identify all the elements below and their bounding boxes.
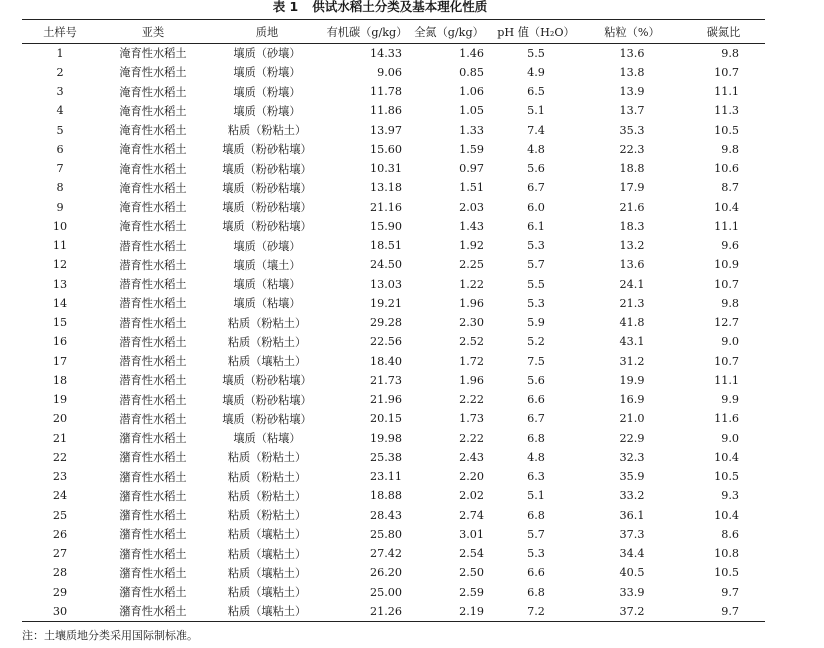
cell-organic-carbon: 21.16: [369, 200, 402, 214]
cell-sample-no: 9: [56, 200, 64, 214]
cell-organic-carbon: 10.31: [369, 162, 402, 176]
cell-subclass: 潴育性水稻土: [119, 509, 187, 523]
cell-texture: 壤质（粉砂粘壤）: [222, 393, 312, 407]
cell-total-nitrogen: 2.25: [459, 258, 484, 272]
cell-texture: 粘质（壤粘土）: [227, 528, 307, 542]
table-footnote: 注：土壤质地分类采用国际制标准。: [22, 629, 198, 642]
table-row: [22, 236, 765, 255]
cell-organic-carbon: 15.90: [369, 219, 402, 233]
cell-texture: 粘质（壤粘土）: [208, 602, 326, 621]
cell-texture: 粘质（壤粘土）: [227, 547, 307, 561]
cell-cn-ratio: 9.7: [682, 602, 765, 621]
table-row: [22, 101, 765, 120]
cell-total-nitrogen: 2.02: [459, 489, 484, 503]
col-header-clay: 粘粒（%）: [582, 20, 682, 44]
cell-texture: 粘质（壤粘土）: [227, 355, 307, 369]
cell-clay: 13.7: [619, 104, 645, 118]
table-row: [22, 63, 765, 82]
table-row: [22, 583, 765, 602]
cell-texture: 壤质（粘壤）: [233, 278, 301, 292]
cell-total-nitrogen: 2.54: [459, 547, 484, 561]
cell-texture: 粘质（粉粘土）: [227, 124, 307, 138]
cell-sample-no: 18: [52, 373, 68, 387]
cell-texture: 壤质（粉砂粘壤）: [222, 374, 312, 388]
cell-clay: 41.8: [619, 316, 645, 330]
cell-sample-no: 26: [52, 527, 68, 541]
cell-organic-carbon: 21.96: [369, 393, 402, 407]
cell-organic-carbon: 21.26: [326, 602, 408, 621]
table-row: [22, 448, 765, 467]
cell-subclass: 淹育性水稻土: [119, 104, 187, 118]
cell-texture: 粘质（壤粘土）: [227, 586, 307, 600]
cell-cn-ratio: 8.6: [721, 527, 739, 541]
col-header-texture: 质地: [208, 20, 326, 44]
cell-subclass: 潴育性水稻土: [119, 451, 187, 465]
cell-clay: 21.0: [619, 412, 645, 426]
cell-cn-ratio: 10.9: [714, 258, 739, 272]
cell-total-nitrogen: 2.19: [408, 602, 490, 621]
cell-cn-ratio: 9.3: [721, 489, 739, 503]
cell-clay: 21.3: [619, 296, 645, 310]
cell-texture: 壤质（砂壤）: [233, 239, 301, 253]
cell-subclass: 潜育性水稻土: [119, 393, 187, 407]
cell-subclass: 潴育性水稻土: [119, 566, 187, 580]
cell-ph: 6.1: [527, 219, 545, 233]
cell-sample-no: 16: [52, 335, 68, 349]
cell-clay: 31.2: [619, 354, 645, 368]
cell-texture: 壤质（粉壤）: [233, 85, 301, 99]
cell-cn-ratio: 11.6: [714, 412, 739, 426]
cell-subclass: 潜育性水稻土: [119, 278, 187, 292]
cell-organic-carbon: 25.80: [369, 527, 402, 541]
cell-subclass: 淹育性水稻土: [119, 162, 187, 176]
cell-organic-carbon: 24.50: [369, 258, 402, 272]
cell-cn-ratio: 8.7: [721, 181, 739, 195]
cell-clay: 43.1: [619, 335, 645, 349]
cell-cn-ratio: 11.1: [714, 373, 739, 387]
table-row: [22, 217, 765, 236]
cell-subclass: 淹育性水稻土: [119, 85, 187, 99]
cell-subclass: 淹育性水稻土: [119, 47, 187, 61]
cell-cn-ratio: 12.7: [714, 316, 739, 330]
cell-sample-no: 15: [52, 316, 68, 330]
cell-clay: 37.2: [582, 602, 682, 621]
cell-ph: 6.0: [527, 200, 545, 214]
cell-sample-no: 23: [52, 470, 68, 484]
cell-clay: 35.9: [619, 470, 645, 484]
cell-subclass: 淹育性水稻土: [119, 181, 187, 195]
cell-ph: 5.6: [527, 162, 545, 176]
cell-ph: 5.1: [527, 489, 545, 503]
cell-cn-ratio: 10.5: [714, 566, 739, 580]
table-row: [22, 82, 765, 101]
cell-clay: 18.8: [619, 162, 645, 176]
cell-subclass: 潜育性水稻土: [119, 316, 187, 330]
cell-subclass: 潴育性水稻土: [98, 602, 208, 621]
cell-organic-carbon: 13.03: [369, 277, 402, 291]
cell-ph: 5.2: [527, 335, 545, 349]
cell-ph: 6.6: [527, 393, 545, 407]
cell-cn-ratio: 10.6: [714, 162, 739, 176]
cell-total-nitrogen: 0.97: [459, 162, 484, 176]
col-header-sample-no: 土样号: [22, 20, 98, 44]
cell-sample-no: 7: [56, 162, 64, 176]
cell-texture: 壤质（壤土）: [233, 258, 301, 272]
cell-total-nitrogen: 2.59: [459, 585, 484, 599]
table-caption: [0, 0, 760, 14]
cell-clay: 13.6: [619, 46, 645, 60]
cell-clay: 22.9: [619, 431, 645, 445]
cell-sample-no: 17: [52, 354, 68, 368]
cell-ph: 5.1: [527, 104, 545, 118]
cell-ph: 6.7: [527, 181, 545, 195]
cell-sample-no: 6: [56, 142, 64, 156]
cell-clay: 18.3: [619, 219, 645, 233]
cell-subclass: 潜育性水稻土: [119, 374, 187, 388]
cell-cn-ratio: 10.5: [714, 470, 739, 484]
cell-texture: 壤质（砂壤）: [233, 47, 301, 61]
cell-cn-ratio: 11.1: [714, 85, 739, 99]
cell-cn-ratio: 10.4: [714, 508, 739, 522]
cell-organic-carbon: 15.60: [369, 142, 402, 156]
cell-texture: 壤质（粉砂粘壤）: [222, 220, 312, 234]
table-row: [22, 198, 765, 217]
cell-cn-ratio: 11.1: [714, 219, 739, 233]
cell-clay: 35.3: [619, 123, 645, 137]
cell-total-nitrogen: 0.85: [459, 65, 484, 79]
soil-properties-table: [22, 19, 765, 622]
table-row: [22, 544, 765, 563]
cell-texture: 壤质（粉砂粘壤）: [222, 143, 312, 157]
cell-organic-carbon: 27.42: [369, 547, 402, 561]
cell-total-nitrogen: 1.59: [459, 142, 484, 156]
cell-subclass: 潜育性水稻土: [119, 355, 187, 369]
cell-cn-ratio: 9.0: [721, 335, 739, 349]
cell-ph: 6.8: [527, 585, 545, 599]
cell-ph: 4.8: [527, 450, 545, 464]
cell-ph: 6.7: [527, 412, 545, 426]
cell-ph: 5.9: [527, 316, 545, 330]
cell-subclass: 潴育性水稻土: [119, 489, 187, 503]
cell-total-nitrogen: 1.96: [459, 373, 484, 387]
cell-total-nitrogen: 1.22: [459, 277, 484, 291]
cell-total-nitrogen: 3.01: [459, 527, 484, 541]
cell-clay: 24.1: [619, 277, 645, 291]
table-row: [22, 294, 765, 313]
cell-organic-carbon: 13.18: [369, 181, 402, 195]
cell-subclass: 潜育性水稻土: [119, 239, 187, 253]
cell-cn-ratio: 10.8: [714, 547, 739, 561]
cell-texture: 粘质（粉粘土）: [227, 509, 307, 523]
cell-ph: 5.7: [527, 527, 545, 541]
table-row: [22, 467, 765, 486]
cell-ph: 7.4: [527, 123, 545, 137]
cell-ph: 6.5: [527, 85, 545, 99]
cell-organic-carbon: 19.21: [369, 296, 402, 310]
cell-clay: 33.9: [619, 585, 645, 599]
cell-organic-carbon: 19.98: [369, 431, 402, 445]
cell-organic-carbon: 14.33: [369, 46, 402, 60]
table-row: [22, 44, 765, 63]
cell-sample-no: 27: [52, 547, 68, 561]
table-row: [22, 352, 765, 371]
cell-total-nitrogen: 2.52: [459, 335, 484, 349]
cell-sample-no: 28: [52, 566, 68, 580]
cell-ph: 5.7: [527, 258, 545, 272]
cell-ph: 6.8: [527, 431, 545, 445]
cell-ph: 4.8: [527, 142, 545, 156]
cell-total-nitrogen: 1.06: [459, 85, 484, 99]
cell-subclass: 潜育性水稻土: [119, 258, 187, 272]
cell-total-nitrogen: 1.51: [459, 181, 484, 195]
table-row: [22, 563, 765, 582]
table-body: [22, 44, 765, 622]
cell-organic-carbon: 20.15: [369, 412, 402, 426]
cell-sample-no: 10: [52, 219, 68, 233]
cell-cn-ratio: 9.9: [721, 393, 739, 407]
cell-total-nitrogen: 1.72: [459, 354, 484, 368]
cell-texture: 粘质（粉粘土）: [227, 316, 307, 330]
cell-sample-no: 13: [52, 277, 68, 291]
cell-cn-ratio: 10.7: [714, 65, 739, 79]
table-row: [22, 178, 765, 197]
cell-sample-no: 8: [56, 181, 64, 195]
table-row: [22, 429, 765, 448]
table-row: [22, 371, 765, 390]
cell-clay: 21.6: [619, 200, 645, 214]
cell-sample-no: 24: [52, 489, 68, 503]
cell-clay: 22.3: [619, 142, 645, 156]
cell-organic-carbon: 28.43: [369, 508, 402, 522]
cell-total-nitrogen: 1.92: [459, 239, 484, 253]
cell-sample-no: 14: [52, 296, 68, 310]
cell-clay: 13.9: [619, 85, 645, 99]
cell-organic-carbon: 21.73: [369, 373, 402, 387]
cell-sample-no: 25: [52, 508, 68, 522]
table-row: [22, 140, 765, 159]
cell-total-nitrogen: 1.05: [459, 104, 484, 118]
cell-ph: 7.5: [527, 354, 545, 368]
cell-subclass: 淹育性水稻土: [119, 220, 187, 234]
cell-total-nitrogen: 1.43: [459, 219, 484, 233]
col-header-organic-carbon: 有机碳（g/kg）: [326, 20, 408, 44]
cell-ph: 5.3: [527, 296, 545, 310]
cell-total-nitrogen: 2.43: [459, 450, 484, 464]
cell-sample-no: 4: [56, 104, 64, 118]
table-row: [22, 275, 765, 294]
table-row: [22, 409, 765, 428]
cell-cn-ratio: 9.6: [721, 239, 739, 253]
cell-texture: 壤质（粉砂粘壤）: [222, 162, 312, 176]
cell-texture: 粘质（粉粘土）: [227, 489, 307, 503]
cell-clay: 37.3: [619, 527, 645, 541]
cell-ph: 5.3: [527, 239, 545, 253]
table-number: 表 1: [272, 0, 299, 14]
cell-cn-ratio: 9.8: [721, 296, 739, 310]
cell-organic-carbon: 11.86: [369, 104, 402, 118]
cell-ph: 4.9: [527, 65, 545, 79]
cell-organic-carbon: 22.56: [369, 335, 402, 349]
cell-cn-ratio: 10.4: [714, 200, 739, 214]
table-row: [22, 525, 765, 544]
cell-ph: 6.8: [527, 508, 545, 522]
cell-sample-no: 11: [52, 239, 68, 253]
cell-ph: 5.6: [527, 373, 545, 387]
cell-clay: 17.9: [619, 181, 645, 195]
cell-subclass: 淹育性水稻土: [119, 201, 187, 215]
cell-organic-carbon: 26.20: [369, 566, 402, 580]
cell-subclass: 潜育性水稻土: [119, 297, 187, 311]
cell-organic-carbon: 29.28: [369, 316, 402, 330]
col-header-total-nitrogen: 全氮（g/kg）: [408, 20, 490, 44]
cell-sample-no: 1: [56, 46, 64, 60]
cell-ph: 5.5: [527, 277, 545, 291]
cell-clay: 16.9: [619, 393, 645, 407]
cell-sample-no: 2: [56, 65, 64, 79]
cell-subclass: 淹育性水稻土: [119, 124, 187, 138]
cell-cn-ratio: 10.5: [714, 123, 739, 137]
header-row: [22, 20, 765, 44]
cell-subclass: 潴育性水稻土: [119, 547, 187, 561]
cell-ph: 5.3: [527, 547, 545, 561]
table-row: [22, 332, 765, 351]
cell-clay: 32.3: [619, 450, 645, 464]
cell-subclass: 淹育性水稻土: [119, 66, 187, 80]
cell-organic-carbon: 13.97: [369, 123, 402, 137]
col-header-cn-ratio: 碳氮比: [682, 20, 765, 44]
cell-clay: 34.4: [619, 547, 645, 561]
cell-subclass: 潴育性水稻土: [119, 470, 187, 484]
table-row: [22, 486, 765, 505]
cell-texture: 壤质（粘壤）: [233, 297, 301, 311]
cell-organic-carbon: 18.88: [369, 489, 402, 503]
cell-total-nitrogen: 2.50: [459, 566, 484, 580]
cell-cn-ratio: 9.7: [721, 585, 739, 599]
cell-clay: 13.6: [619, 258, 645, 272]
cell-sample-no: 19: [52, 393, 68, 407]
cell-ph: 7.2: [490, 602, 582, 621]
cell-total-nitrogen: 2.22: [459, 431, 484, 445]
cell-sample-no: 5: [56, 123, 64, 137]
cell-texture: 粘质（粉粘土）: [227, 470, 307, 484]
cell-organic-carbon: 18.51: [369, 239, 402, 253]
cell-organic-carbon: 9.06: [377, 65, 402, 79]
table-row: [22, 506, 765, 525]
cell-organic-carbon: 25.00: [369, 585, 402, 599]
cell-subclass: 潴育性水稻土: [119, 432, 187, 446]
table-row: [22, 313, 765, 332]
cell-sample-no: 12: [52, 258, 68, 272]
cell-clay: 36.1: [619, 508, 645, 522]
cell-texture: 粘质（壤粘土）: [227, 566, 307, 580]
cell-clay: 33.2: [619, 489, 645, 503]
cell-organic-carbon: 11.78: [369, 85, 402, 99]
cell-texture: 粘质（粉粘土）: [227, 335, 307, 349]
cell-total-nitrogen: 2.22: [459, 393, 484, 407]
cell-organic-carbon: 25.38: [369, 450, 402, 464]
cell-total-nitrogen: 2.30: [459, 316, 484, 330]
cell-cn-ratio: 10.7: [714, 354, 739, 368]
cell-total-nitrogen: 1.73: [459, 412, 484, 426]
table-title: 供试水稻土分类及基本理化性质: [312, 0, 488, 14]
cell-cn-ratio: 11.3: [714, 104, 739, 118]
cell-texture: 壤质（粘壤）: [233, 432, 301, 446]
cell-cn-ratio: 9.8: [721, 46, 739, 60]
table-row: [22, 121, 765, 140]
cell-clay: 13.8: [619, 65, 645, 79]
cell-texture: 壤质（粉壤）: [233, 104, 301, 118]
cell-total-nitrogen: 1.46: [459, 46, 484, 60]
cell-clay: 19.9: [619, 373, 645, 387]
cell-cn-ratio: 10.7: [714, 277, 739, 291]
cell-subclass: 潴育性水稻土: [119, 528, 187, 542]
cell-sample-no: 30: [22, 602, 98, 621]
cell-subclass: 潜育性水稻土: [119, 335, 187, 349]
cell-total-nitrogen: 1.96: [459, 296, 484, 310]
cell-ph: 6.3: [527, 470, 545, 484]
cell-ph: 6.6: [527, 566, 545, 580]
cell-total-nitrogen: 2.03: [459, 200, 484, 214]
cell-clay: 13.2: [619, 239, 645, 253]
cell-cn-ratio: 10.4: [714, 450, 739, 464]
cell-total-nitrogen: 1.33: [459, 123, 484, 137]
col-header-ph: pH 值（H₂O）: [490, 20, 582, 44]
cell-cn-ratio: 9.8: [721, 142, 739, 156]
cell-cn-ratio: 9.0: [721, 431, 739, 445]
cell-sample-no: 3: [56, 85, 64, 99]
cell-texture: 壤质（粉砂粘壤）: [222, 181, 312, 195]
cell-texture: 壤质（粉砂粘壤）: [222, 201, 312, 215]
cell-total-nitrogen: 2.20: [459, 470, 484, 484]
cell-subclass: 潜育性水稻土: [119, 412, 187, 426]
col-header-subclass: 亚类: [98, 20, 208, 44]
cell-texture: 壤质（粉壤）: [233, 66, 301, 80]
cell-sample-no: 29: [52, 585, 68, 599]
cell-sample-no: 22: [52, 450, 68, 464]
cell-subclass: 潴育性水稻土: [119, 586, 187, 600]
cell-organic-carbon: 18.40: [369, 354, 402, 368]
cell-texture: 粘质（粉粘土）: [227, 451, 307, 465]
cell-texture: 壤质（粉砂粘壤）: [222, 412, 312, 426]
cell-sample-no: 20: [52, 412, 68, 426]
cell-ph: 5.5: [527, 46, 545, 60]
cell-subclass: 淹育性水稻土: [119, 143, 187, 157]
cell-total-nitrogen: 2.74: [459, 508, 484, 522]
table-row: [22, 255, 765, 274]
cell-sample-no: 21: [52, 431, 68, 445]
cell-organic-carbon: 23.11: [369, 470, 402, 484]
table-row: [22, 602, 765, 621]
table-header: [22, 20, 765, 44]
table-row: [22, 390, 765, 409]
cell-clay: 40.5: [619, 566, 645, 580]
table-row: [22, 159, 765, 178]
